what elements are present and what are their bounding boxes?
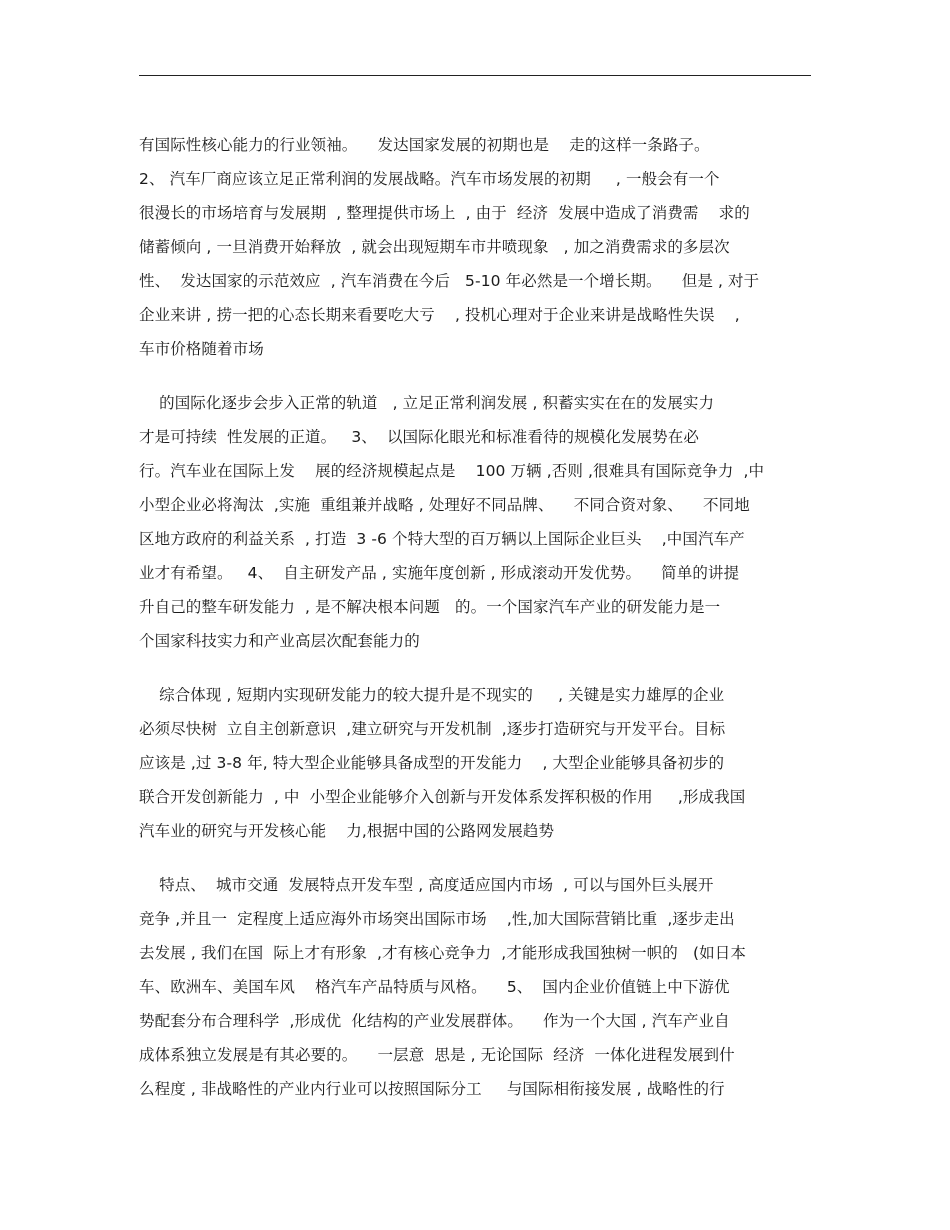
paragraph-3: [139, 678, 829, 848]
text-line: 车市价格随着市场: [139, 340, 264, 358]
text-line: 有国际性核心能力的行业领袖。 发达国家发展的初期也是 走的这样一条路子。: [139, 136, 710, 154]
text-line: 小型企业必将淘汰 ,实施 重组兼并战略 , 处理好不同品牌、 不同合资对象、 不同地: [139, 496, 750, 514]
text-line: 2、 汽车厂商应该立足正常利润的发展战略。汽车市场发展的初期 , 一般会有一个: [139, 170, 720, 188]
text-line: 必须尽快树 立自主创新意识 ,建立研究与开发机制 ,逐步打造研究与开发平台。目标: [139, 720, 726, 738]
text-line: 行。汽车业在国际上发 展的经济规模起点是 100 万辆 ,否则 ,很难具有国际竞争力 ,中: [139, 462, 765, 480]
text-line: 区地方政府的利益关系 , 打造 3 -6 个特大型的百万辆以上国际企业巨头 ,中国汽车产: [139, 530, 745, 548]
text-line: 汽车业的研究与开发核心能 力,根据中国的公路网发展趋势: [139, 822, 555, 840]
paragraph-1: [139, 128, 829, 366]
paragraph-2: [139, 386, 829, 658]
text-line: 很漫长的市场培育与发展期 , 整理提供市场上 , 由于 经济 发展中造成了消费需 求的: [139, 204, 750, 222]
text-line: 综合体现 , 短期内实现研发能力的较大提升是不现实的 , 关键是实力雄厚的企业: [139, 686, 725, 704]
text-line: 特点、 城市交通 发展特点开发车型 , 高度适应国内市场 , 可以与国外巨头展开: [139, 876, 714, 894]
paragraph-gap: [139, 848, 829, 868]
text-line: 车、欧洲车、美国车风 格汽车产品特质与风格。 5、 国内企业价值链上中下游优: [139, 978, 730, 996]
text-line: 应该是 ,过 3-8 年, 特大型企业能够具备成型的开发能力 , 大型企业能够具备初步的: [139, 754, 725, 772]
document-body: [139, 128, 829, 1106]
header-rule: [139, 75, 811, 76]
text-line: 业才有希望。 4、 自主研发产品 , 实施年度创新 , 形成滚动开发优势。 简单的讲提: [139, 564, 740, 582]
text-line: 升自己的整车研发能力 , 是不解决根本问题 的。一个国家汽车产业的研发能力是一: [139, 598, 721, 616]
text-line: 成体系独立发展是有其必要的。 一层意 思是 , 无论国际 经济 一体化进程发展到什: [139, 1046, 735, 1064]
text-line: 性、 发达国家的示范效应 , 汽车消费在今后 5-10 年必然是一个增长期。 但是 , 对于: [139, 272, 760, 290]
text-line: 个国家科技实力和产业高层次配套能力的: [139, 632, 420, 650]
text-line: 么程度 , 非战略性的产业内行业可以按照国际分工 与国际相衔接发展 , 战略性的行: [139, 1080, 725, 1098]
paragraph-gap: [139, 366, 829, 386]
text-line: 势配套分布合理科学 ,形成优 化结构的产业发展群体。 作为一个大国 , 汽车产业自: [139, 1012, 730, 1030]
text-line: 才是可持续 性发展的正道。 3、 以国际化眼光和标准看待的规模化发展势在必: [139, 428, 699, 446]
paragraph-4: [139, 868, 829, 1106]
text-line: 的国际化逐步会步入正常的轨道 , 立足正常利润发展 , 积蓄实实在在的发展实力: [139, 394, 715, 412]
text-line: 企业来讲 , 捞一把的心态长期来看要吃大亏 , 投机心理对于企业来讲是战略性失误 ,: [139, 306, 740, 324]
paragraph-gap: [139, 658, 829, 678]
text-line: 竞争 ,并且一 定程度上适应海外市场突出国际市场 ,性,加大国际营销比重 ,逐步走出: [139, 910, 735, 928]
text-line: 联合开发创新能力 , 中 小型企业能够介入创新与开发体系发挥积极的作用 ,形成我国: [139, 788, 746, 806]
text-line: 储蓄倾向 , 一旦消费开始释放 , 就会出现短期车市井喷现象 , 加之消费需求的多层次: [139, 238, 730, 256]
text-line: 去发展 , 我们在国 际上才有形象 ,才有核心竞争力 ,才能形成我国独树一帜的 (如日本: [139, 944, 746, 962]
